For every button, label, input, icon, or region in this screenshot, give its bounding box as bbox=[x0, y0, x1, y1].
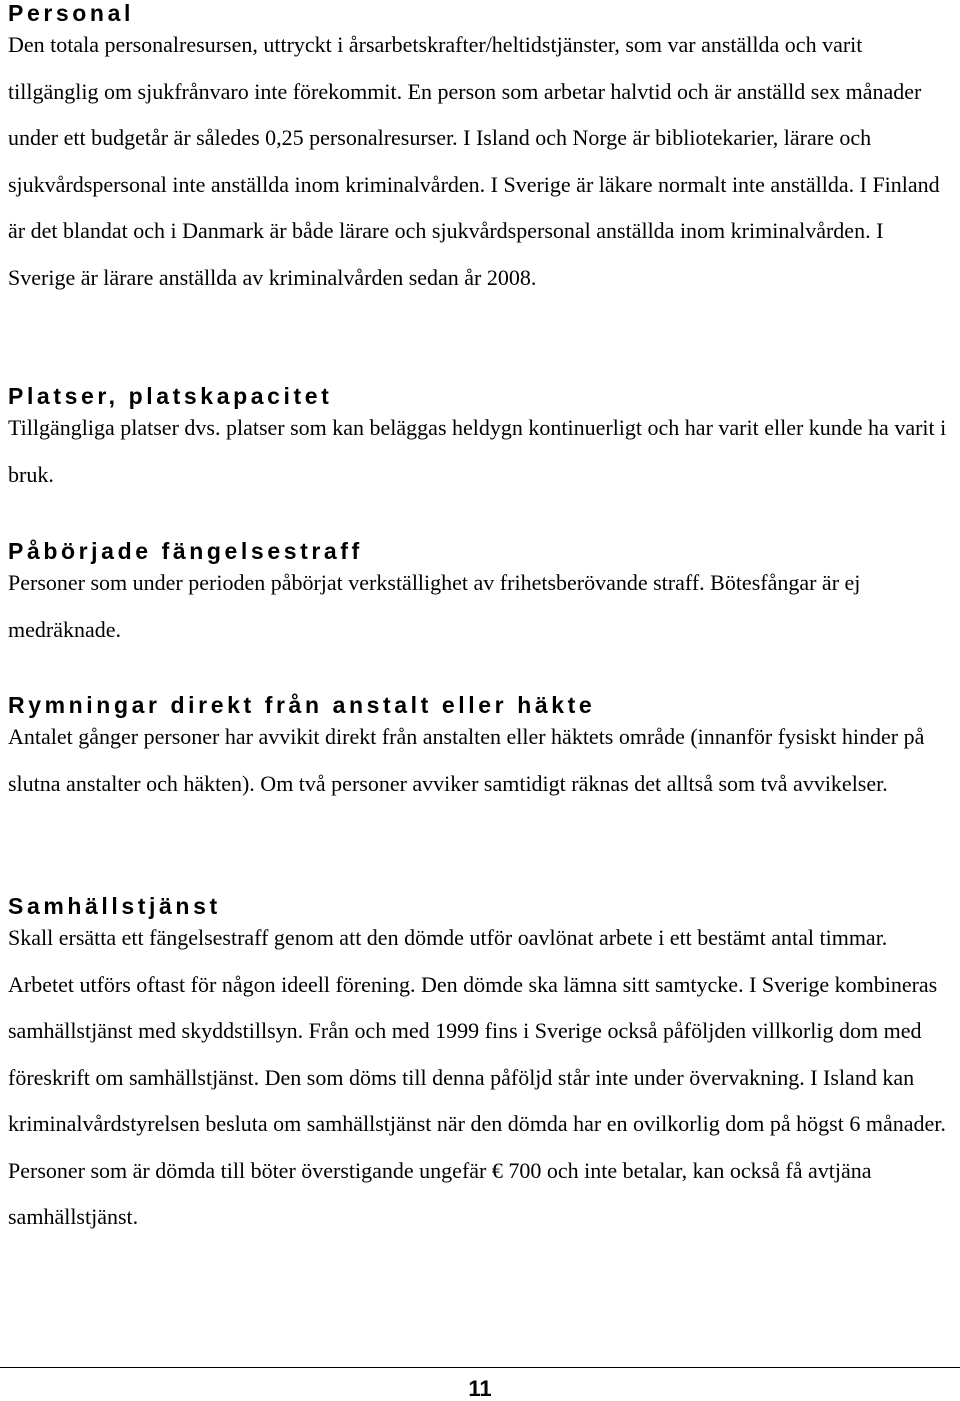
section-body: Antalet gånger personer har avvikit direkt från anstalten eller häktets område (innanför fysiskt hinder på slutna anstalter och häkten). Om två personer avviker samtidigt räknas det alltså som två avvikelser. bbox=[8, 724, 925, 796]
section-rymningar bbox=[8, 692, 954, 807]
section-samhallstjanst bbox=[8, 893, 954, 1241]
section-heading: Platser, platskapacitet bbox=[8, 383, 333, 409]
section-body: Skall ersätta ett fängelsestraff genom att den dömde utför oavlönat arbete i ett bestämt antal timmar. Arbetet utförs oftast för någon ideell förening. Den dömde ska lämna sitt samtycke. I Sverige kombineras samhällstjänst med skyddstillsyn. Från och med 1999 fins i Sverige också påföljden villkorlig dom med föreskrift om samhällstjänst. Den som döms till denna påföljd står inte under övervakning. I Island kan kriminalvårdstyrelsen besluta om samhällstjänst när den dömda har en ovilkorlig dom på högst 6 månader. Personer som är dömda till böter överstigande ungefär € 700 och inte betalar, kan också få avtjäna samhällstjänst. bbox=[8, 925, 946, 1229]
footer-divider bbox=[0, 1367, 960, 1368]
section-heading: Samhällstjänst bbox=[8, 893, 221, 919]
section-body: Den totala personalresursen, uttryckt i årsarbetskrafter/heltidstjänster, som var anställda och varit tillgänglig om sjukfrånvaro inte förekommit. En person som arbetar halvtid och är anställd sex månader under ett budgetår är således 0,25 personalresurser. I Island och Norge är bibliotekarier, lärare och sjukvårdspersonal inte anställda inom kriminalvården. I Sverige är läkare normalt inte anställda. I Finland är det blandat och i Danmark är både lärare och sjukvårdspersonal anställda inom kriminalvården. I Sverige är lärare anställda av kriminalvården sedan år 2008. bbox=[8, 32, 940, 290]
section-heading: Påbörjade fängelsestraff bbox=[8, 538, 363, 564]
section-paborjade-fangelsestraff bbox=[8, 538, 954, 653]
section-heading: Personal bbox=[8, 0, 134, 26]
section-heading: Rymningar direkt från anstalt eller häkte bbox=[8, 692, 596, 718]
page-number: 11 bbox=[468, 1376, 492, 1401]
section-platser bbox=[8, 383, 954, 498]
section-body: Tillgängliga platser dvs. platser som kan beläggas heldygn kontinuerligt och har varit eller kunde ha varit i bruk. bbox=[8, 415, 947, 487]
section-body: Personer som under perioden påbörjat verkställighet av frihetsberövande straff. Bötesfångar är ej medräknade. bbox=[8, 570, 861, 642]
section-personal bbox=[8, 0, 954, 301]
